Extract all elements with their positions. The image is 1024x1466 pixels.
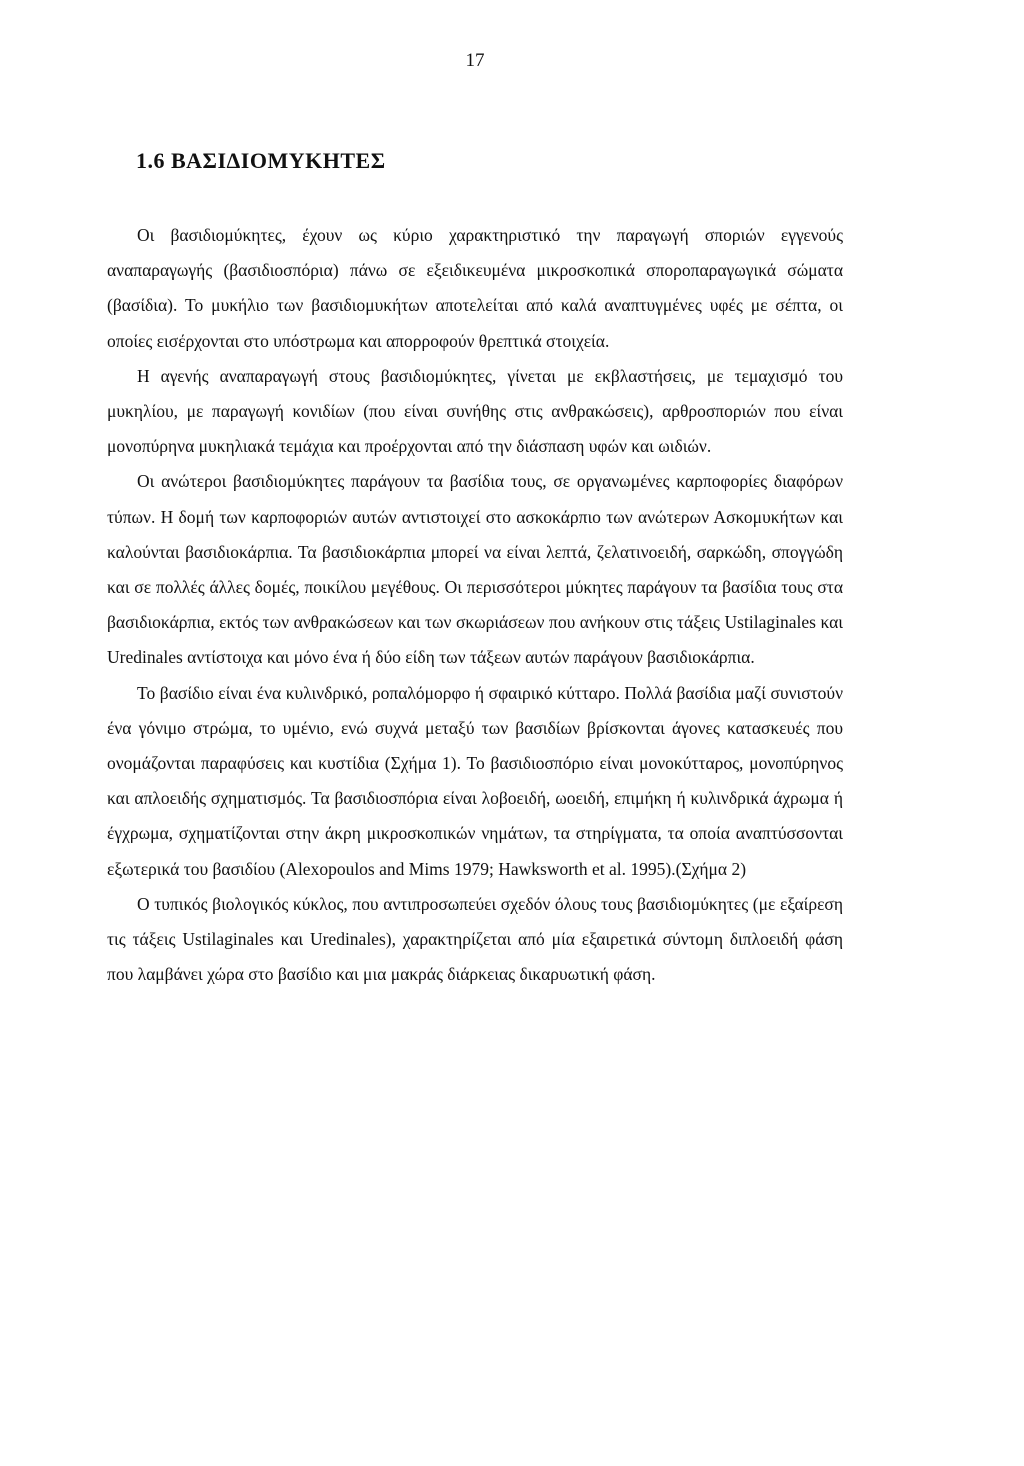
paragraph: Το βασίδιο είναι ένα κυλινδρικό, ροπαλόμορφο ή σφαιρικό κύτταρο. Πολλά βασίδια μαζί συνιστούν ένα γόνιμο στρώμα, το υμένιο, ενώ συχνά μεταξύ των βασιδίων βρίσκονται άγονες κατασκευές που ονομάζονται παραφύσεις και κυστίδια (Σχήμα 1). Το βασιδιοσπόριο είναι μονοκύτταρος, μονοπύρηνος και απλοειδής σχηματισμός. Τα βασιδιοσπόρια είναι λοβοειδή, ωοειδή, επιμήκη ή κυλινδρικά άχρωμα ή έγχρωμα, σχηματίζονται στην άκρη μικροσκοπικών νημάτων, τα στηρίγματα, τα οποία αναπτύσσονται εξωτερικά του βασιδίου (Alexopoulos and Mims 1979; Hawksworth et al. 1995).(Σχήμα 2)	[107, 682, 843, 879]
page-number: 17	[465, 50, 485, 71]
paragraph: Ο τυπικός βιολογικός κύκλος, που αντιπροσωπεύει σχεδόν όλους τους βασιδιομύκητες (με εξαίρεση τις τάξεις Ustilaginales και Uredinales), χαρακτηρίζεται από μία εξαιρετικά σύντομη διπλοειδή φάση που λαμβάνει χώρα στο βασίδιο και μια μακράς διάρκειας δικαρυωτική φάση.	[107, 893, 843, 985]
body-text	[107, 218, 843, 992]
paragraph: Η αγενής αναπαραγωγή στους βασιδιομύκητες, γίνεται με εκβλαστήσεις, με τεμαχισμό του μυκηλίου, με παραγωγή κονιδίων (που είναι συνήθης στις ανθρακώσεις), αρθροσποριών που είναι μονοπύρηνα μυκηλιακά τεμάχια και προέρχονται από την διάσπαση υφών και ωιδιών.	[107, 365, 843, 457]
section-heading: 1.6 ΒΑΣΙΔΙΟΜΥΚΗΤΕΣ	[136, 148, 386, 173]
paragraph: Οι βασιδιομύκητες, έχουν ως κύριο χαρακτηριστικό την παραγωγή σποριών εγγενούς αναπαραγωγής (βασιδιοσπόρια) πάνω σε εξειδικευμένα μικροσκοπικά σποροπαραγωγικά σώματα (βασίδια). Το μυκήλιο των βασιδιομυκήτων αποτελείται από καλά αναπτυγμένες υφές με σέπτα, οι οποίες εισέρχονται στο υπόστρωμα και απορροφούν θρεπτικά στοιχεία.	[107, 225, 843, 351]
paragraph: Οι ανώτεροι βασιδιομύκητες παράγουν τα βασίδια τους, σε οργανωμένες καρποφορίες διαφόρων τύπων. Η δομή των καρποφοριών αυτών αντιστοιχεί στο ασκοκάρπιο των ανώτερων Ασκομυκήτων και καλούνται βασιδιοκάρπια. Τα βασιδιοκάρπια μπορεί να είναι λεπτά, ζελατινοειδή, σαρκώδη, σπογγώδη και σε πολλές άλλες δομές, ποικίλου μεγέθους. Οι περισσότεροι μύκητες παράγουν τα βασίδια τους στα βασιδιοκάρπια, εκτός των ανθρακώσεων και των σκωριάσεων που ανήκουν στις τάξεις Ustilaginales και Uredinales αντίστοιχα και μόνο ένα ή δύο είδη των τάξεων αυτών παράγουν βασιδιοκάρπια.	[107, 471, 843, 668]
